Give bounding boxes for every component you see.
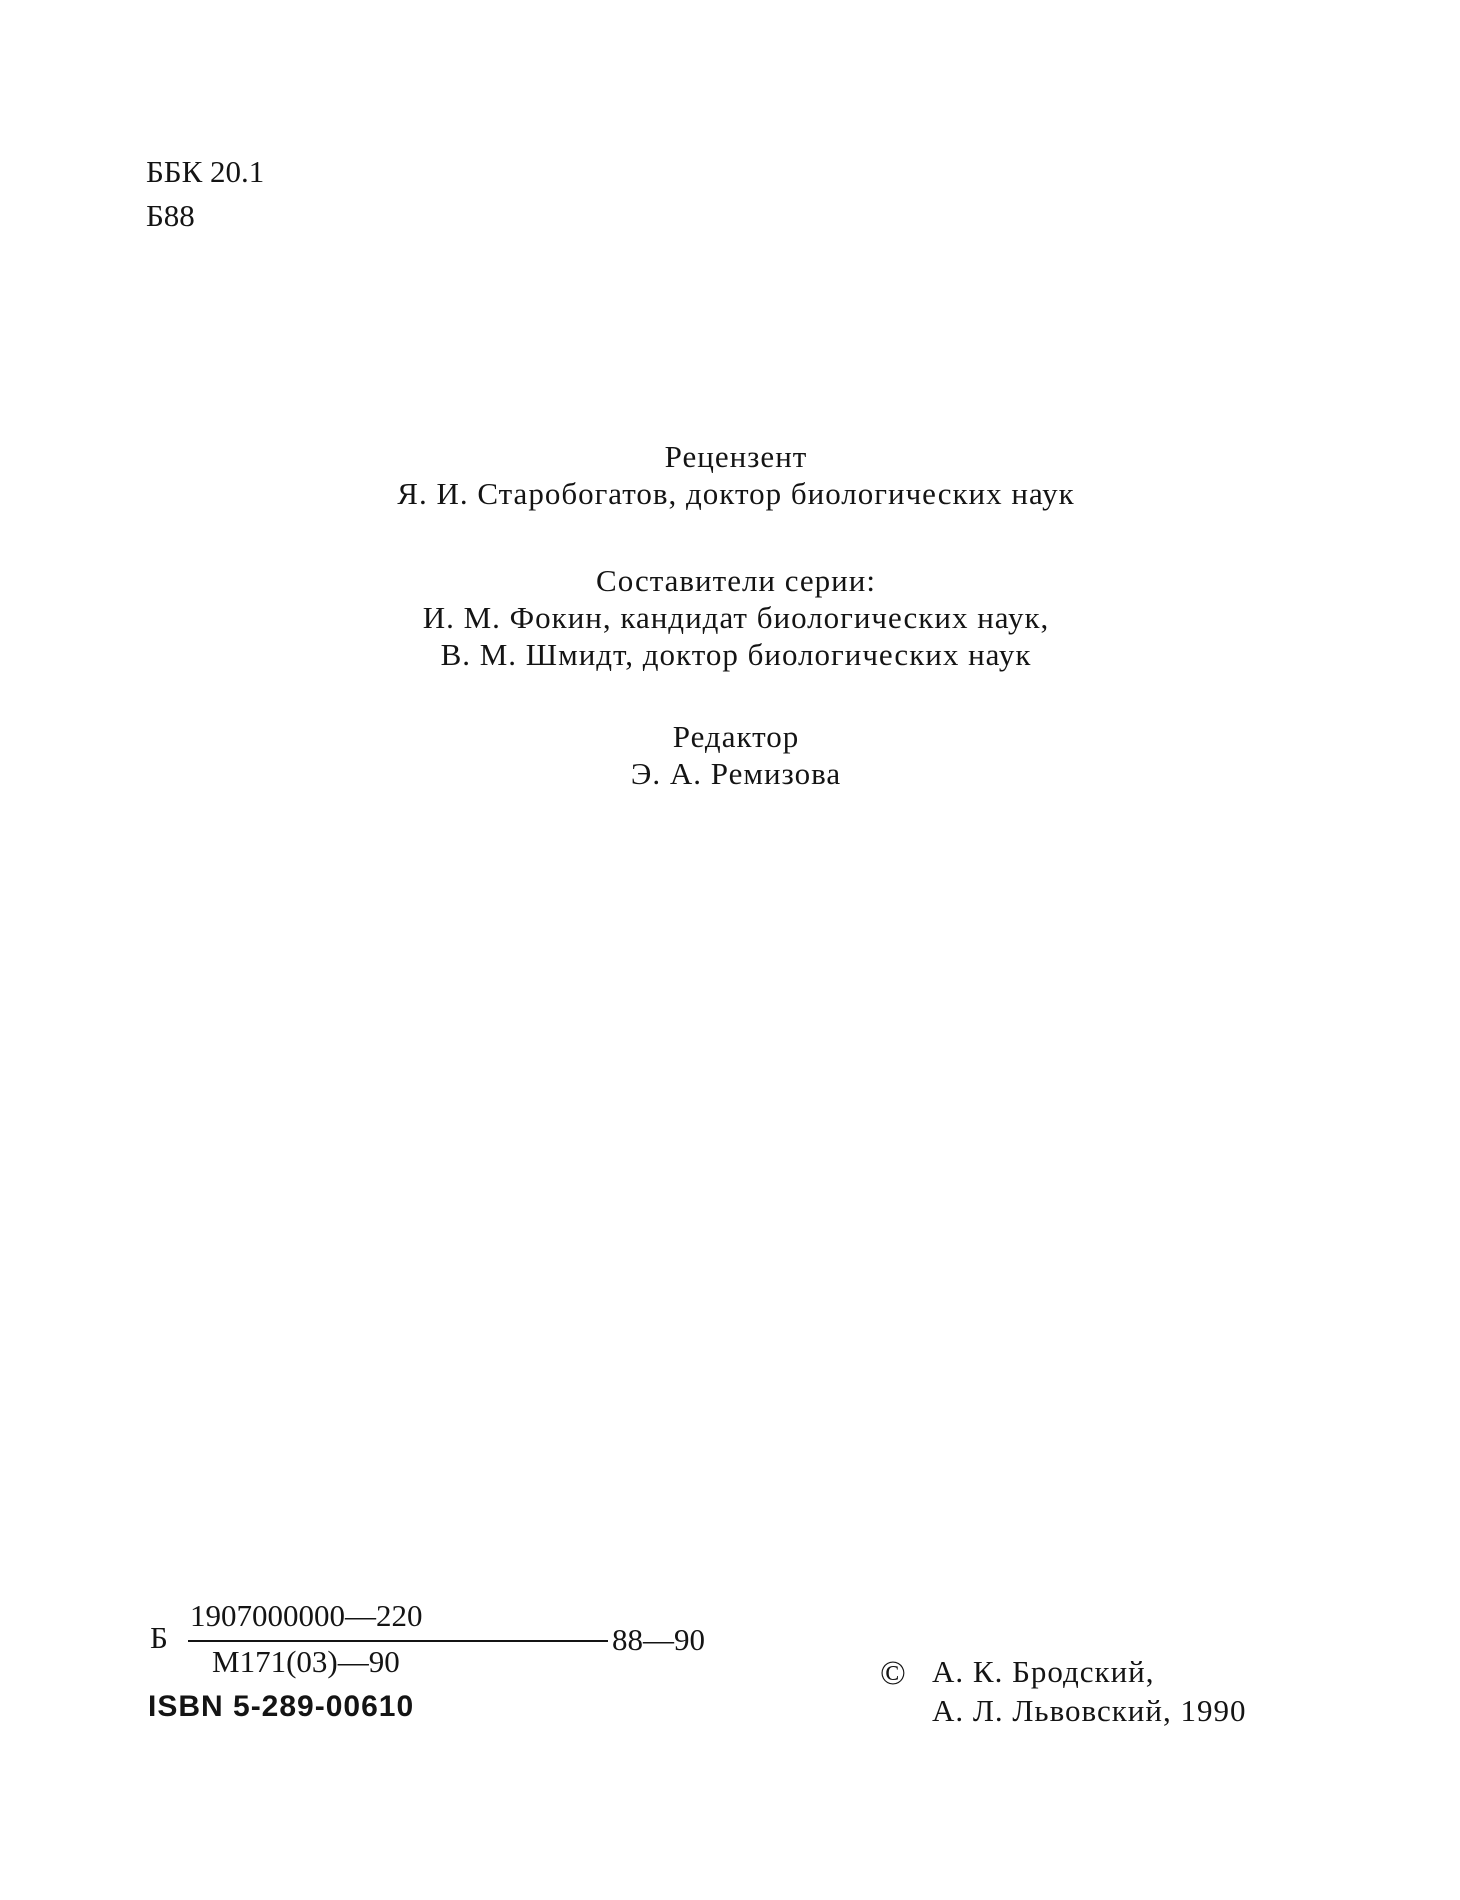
publication-code [150, 1598, 705, 1679]
reviewer-name: Я. И. Старобогатов, доктор биологических наук [397, 476, 1075, 511]
reviewer-heading: Рецензент [664, 439, 808, 474]
series-compilers-heading: Составители серии: [596, 563, 876, 598]
publication-code-prefix: Б [150, 1620, 168, 1655]
author-mark: Б88 [146, 198, 195, 233]
copyright-symbol: © [880, 1655, 907, 1692]
isbn: ISBN 5-289-00610 [148, 1690, 415, 1723]
publication-code-numerator: 1907000000—220 [190, 1598, 423, 1633]
classification-block [146, 150, 264, 238]
series-compiler-line: В. М. Шмидт, доктор биологических наук [440, 637, 1032, 672]
copyright-holders [932, 1652, 1246, 1730]
publication-code-suffix: 88—90 [612, 1622, 705, 1657]
editor-heading: Редактор [672, 719, 800, 754]
copyright-holder: А. Л. Львовский, 1990 [932, 1693, 1247, 1728]
editor-block [6, 718, 1460, 792]
reviewer-block [6, 438, 1460, 512]
editor-name: Э. А. Ремизова [630, 756, 842, 791]
bbk-code: ББК 20.1 [146, 154, 265, 189]
series-compiler-line: И. М. Фокин, кандидат биологических наук, [422, 600, 1050, 635]
copyright-holder: А. К. Бродский, [932, 1654, 1155, 1689]
fraction-line [188, 1640, 608, 1642]
series-compilers-block [6, 562, 1460, 673]
publication-code-denominator: М171(03)—90 [212, 1644, 400, 1679]
